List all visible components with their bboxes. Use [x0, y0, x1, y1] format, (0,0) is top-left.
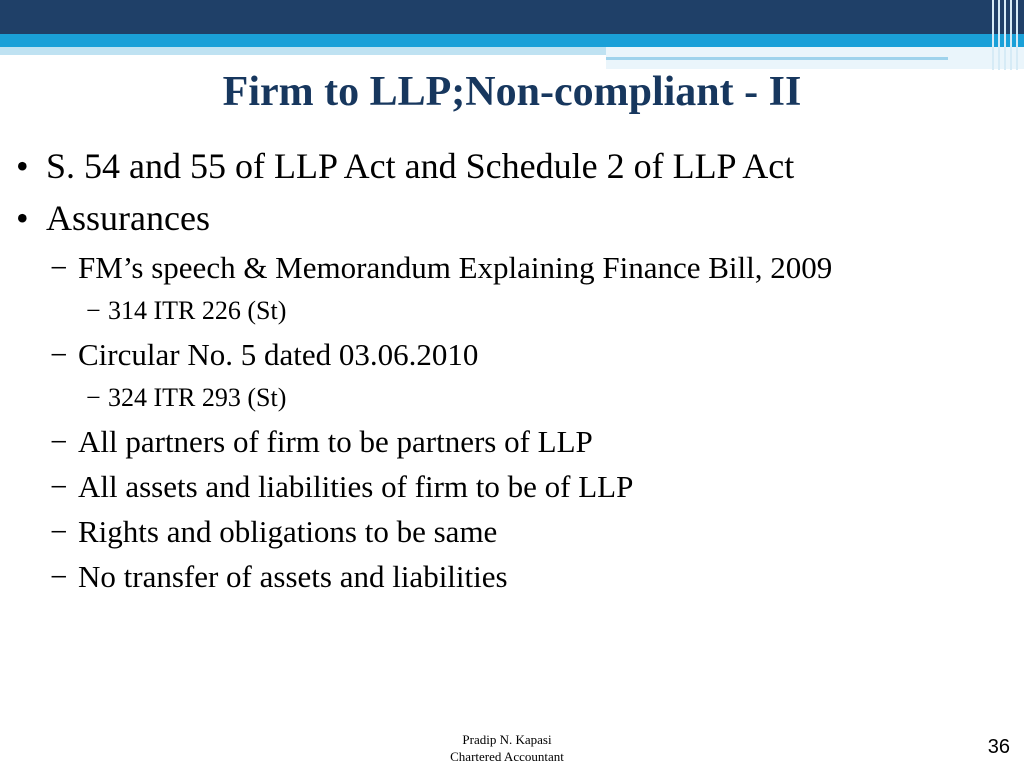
dash-icon: − — [86, 296, 101, 325]
bullet-text: Assurances — [46, 198, 210, 238]
sub-bullet-item — [50, 557, 508, 597]
sub-sub-bullet-item — [86, 381, 286, 415]
decoration-line — [606, 57, 948, 60]
dash-icon: − — [86, 383, 101, 412]
sub-bullet-item — [50, 467, 633, 507]
bullet-icon: • — [16, 198, 29, 238]
sub-bullet-text: FM’s speech & Memorandum Explaining Finance Bill, 2009 — [78, 250, 833, 285]
dash-icon: − — [50, 469, 68, 504]
sub-bullet-item — [50, 335, 478, 375]
dash-icon: − — [50, 424, 68, 459]
sub-bullet-text: Rights and obligations to be same — [78, 514, 498, 549]
dash-icon: − — [50, 559, 68, 594]
bullet-item — [16, 144, 794, 188]
slide-number: 36 — [987, 736, 1010, 758]
bullet-icon: • — [16, 146, 29, 186]
dash-icon: − — [50, 514, 68, 549]
header-stripes — [990, 0, 1024, 70]
sub-sub-bullet-item — [86, 294, 286, 328]
sub-bullet-text: All assets and liabilities of firm to be of LLP — [78, 469, 634, 504]
sub-bullet-item — [50, 512, 497, 552]
sub-bullet-text: All partners of firm to be partners of LLP — [78, 424, 593, 459]
sub-bullet-item — [50, 422, 593, 462]
slide-title: Firm to LLP;Non-compliant - II — [222, 69, 802, 115]
dash-icon: − — [50, 250, 68, 285]
sub-bullet-text: Circular No. 5 dated 03.06.2010 — [78, 337, 479, 372]
footer — [400, 731, 614, 765]
sub-bullet-item — [50, 248, 832, 288]
sub-sub-bullet-text: 314 ITR 226 (St) — [108, 296, 287, 325]
bullet-text: S. 54 and 55 of LLP Act and Schedule 2 of LLP Act — [46, 146, 795, 186]
footer-designation: Chartered Accountant — [450, 749, 564, 764]
sub-sub-bullet-text: 324 ITR 293 (St) — [108, 383, 287, 412]
header-blue-bar — [0, 34, 1024, 47]
bullet-item — [16, 196, 210, 240]
header-dark-bar — [0, 0, 1024, 34]
header-light-bar — [0, 47, 610, 55]
sub-bullet-text: No transfer of assets and liabilities — [78, 559, 508, 594]
dash-icon: − — [50, 337, 68, 372]
footer-name: Pradip N. Kapasi — [462, 732, 552, 747]
